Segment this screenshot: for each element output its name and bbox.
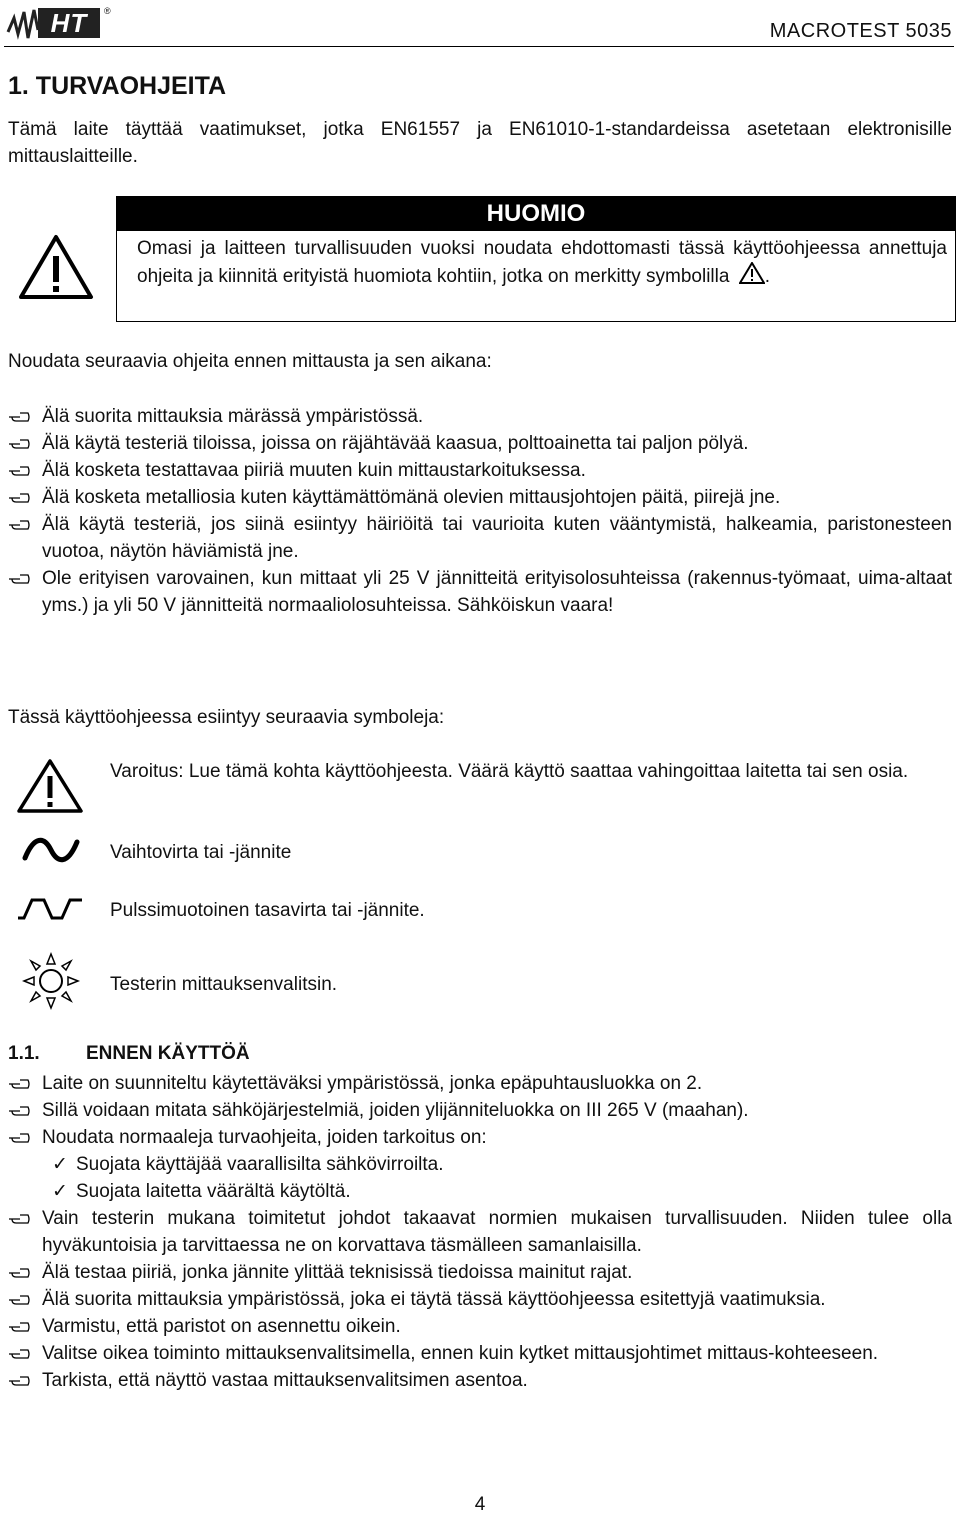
list-item-text: Tarkista, että näyttö vastaa mittauksenvalitsimen asentoa. (42, 1370, 528, 1391)
list-item (8, 484, 952, 511)
list-item (8, 1124, 952, 1151)
warning-triangle-icon (16, 758, 84, 814)
pointing-hand-icon (8, 410, 30, 424)
warning-text (137, 235, 947, 290)
list-item-text: Noudata normaaleja turvaohjeita, joiden tarkoitus on: (42, 1127, 487, 1148)
list-item-text: Sillä voidaan mitata sähköjärjestelmiä, joiden ylijänniteluokka on III 265 V (maahan). (42, 1100, 749, 1121)
sub-list-item (8, 1178, 952, 1205)
pointing-hand-icon (8, 1131, 30, 1145)
pointing-hand-icon (8, 1320, 30, 1334)
pointing-hand-icon (8, 1293, 30, 1307)
page-number: 4 (474, 1494, 486, 1515)
before-use-list (8, 1070, 952, 1394)
pulse-wave-icon (16, 896, 86, 922)
inline-warning-icon (739, 262, 765, 284)
logo-text: HT (38, 8, 100, 38)
list-item-text: Älä käytä testeriä, jos siinä esiintyy häiriöitä tai vaurioita kuten vääntymistä, halkeamia, paristonesteen vuotoa, näytön häviämistä jne. (42, 514, 952, 562)
rotary-selector-icon (22, 952, 80, 1010)
pointing-hand-icon (8, 464, 30, 478)
list-item (8, 1340, 952, 1367)
before-measure-list (8, 403, 952, 619)
checkmark-icon: ✓ (52, 1181, 68, 1202)
list-item-text: Älä suorita mittauksia ympäristössä, joka ei täytä tässä käyttöohjeessa esitettyjä vaatimuksia. (42, 1289, 826, 1310)
section-intro: Tämä laite täyttää vaatimukset, jotka EN61557 ja EN61010-1-standardeissa asetetaan elektronisille mittauslaitteille. (8, 119, 952, 167)
list-item-text: Älä käytä testeriä tiloissa, joissa on räjähtävää kaasua, polttoainetta tai paljon pölyä. (42, 433, 749, 454)
pointing-hand-icon (8, 1266, 30, 1280)
warning-triangle-icon (18, 234, 94, 300)
pointing-hand-icon (8, 1374, 30, 1388)
pointing-hand-icon (8, 491, 30, 505)
pointing-hand-icon (8, 1077, 30, 1091)
symbol-description: Varoitus: Lue tämä kohta käyttöohjeesta. Väärä käyttö saattaa vahingoittaa laitetta tai sen osia. (110, 761, 909, 782)
checkmark-icon: ✓ (52, 1154, 68, 1175)
pointing-hand-icon (8, 1212, 30, 1226)
warning-heading: HUOMIO (117, 197, 955, 231)
symbol-description: Vaihtovirta tai -jännite (110, 842, 292, 863)
subsection-heading (8, 1043, 250, 1065)
subsection-title: ENNEN KÄYTTÖÄ (86, 1043, 250, 1064)
list-item (8, 1259, 952, 1286)
list-item (8, 1205, 952, 1259)
list-item (8, 565, 952, 619)
list-item (8, 1097, 952, 1124)
pointing-hand-icon (8, 437, 30, 451)
list-item (8, 403, 952, 430)
sub-list-item (8, 1151, 952, 1178)
before-measure-lead: Noudata seuraavia ohjeita ennen mittausta ja sen aikana: (8, 351, 492, 372)
list-item-text: Vain testerin mukana toimitetut johdot takaavat normien mukaisen turvallisuuden. Niiden tulee olla hyväkuntoisia ja tarvittaessa ne on korvattava täsmälleen samanlaisilla. (42, 1208, 952, 1256)
symbol-description: Testerin mittauksenvalitsin. (110, 974, 338, 995)
model-name: MACROTEST 5035 (769, 20, 952, 42)
list-item-text: Älä suorita mittauksia märässä ympäristössä. (42, 406, 424, 427)
pointing-hand-icon (8, 518, 30, 532)
list-item (8, 1313, 952, 1340)
warning-body: Omasi ja laitteen turvallisuuden vuoksi noudata ehdottomasti tässä käyttöohjeessa annettuja ohjeita ja kiinnitä erityistä huomiota kohtiin, jotka on merkitty symbolilla (137, 238, 947, 287)
sub-list-item-text: Suojata laitetta väärältä käytöltä. (76, 1181, 351, 1202)
warning-body-end: . (764, 266, 770, 287)
section-title: 1. TURVAOHJEITA (8, 72, 227, 100)
pointing-hand-icon (8, 1104, 30, 1118)
list-item-text: Älä testaa piiriä, jonka jännite ylittää teknisissä tiedoissa mainitut rajat. (42, 1262, 633, 1283)
list-item-text: Valitse oikea toiminto mittauksenvalitsimella, ennen kuin kytket mittausjohtimet mittaus-kohteeseen. (42, 1343, 879, 1364)
list-item (8, 430, 952, 457)
list-item (8, 1367, 952, 1394)
pointing-hand-icon (8, 572, 30, 586)
ac-sine-icon (22, 834, 80, 866)
list-item-text: Älä kosketa testattavaa piiriä muuten kuin mittaustarkoituksessa. (42, 460, 586, 481)
list-item-text: Varmistu, että paristot on asennettu oikein. (42, 1316, 401, 1337)
registered-mark: ® (104, 6, 111, 16)
list-item (8, 1070, 952, 1097)
warning-box (116, 196, 956, 322)
symbol-description: Pulssimuotoinen tasavirta tai -jännite. (110, 900, 425, 921)
list-item (8, 511, 952, 565)
list-item-text: Älä kosketa metalliosia kuten käyttämättömänä olevien mittausjohtojen päitä, piirejä jne. (42, 487, 781, 508)
list-item-text: Laite on suunniteltu käytettäväksi ympäristössä, jonka epäpuhtausluokka on 2. (42, 1073, 703, 1094)
list-item-text: Ole erityisen varovainen, kun mittaat yli 25 V jännitteitä erityisolosuhteissa (rakennus-työmaat, uima-altaat yms.) ja yli 50 V jännitteitä normaaliolosuhteissa. Sähköiskun vaara! (42, 568, 952, 616)
symbols-lead: Tässä käyttöohjeessa esiintyy seuraavia symboleja: (8, 707, 445, 728)
subsection-number: 1.1. (8, 1043, 40, 1064)
header-divider (4, 46, 954, 47)
list-item (8, 1286, 952, 1313)
list-item (8, 457, 952, 484)
sub-list-item-text: Suojata käyttäjää vaarallisilta sähkövirroilta. (76, 1154, 444, 1175)
pointing-hand-icon (8, 1347, 30, 1361)
